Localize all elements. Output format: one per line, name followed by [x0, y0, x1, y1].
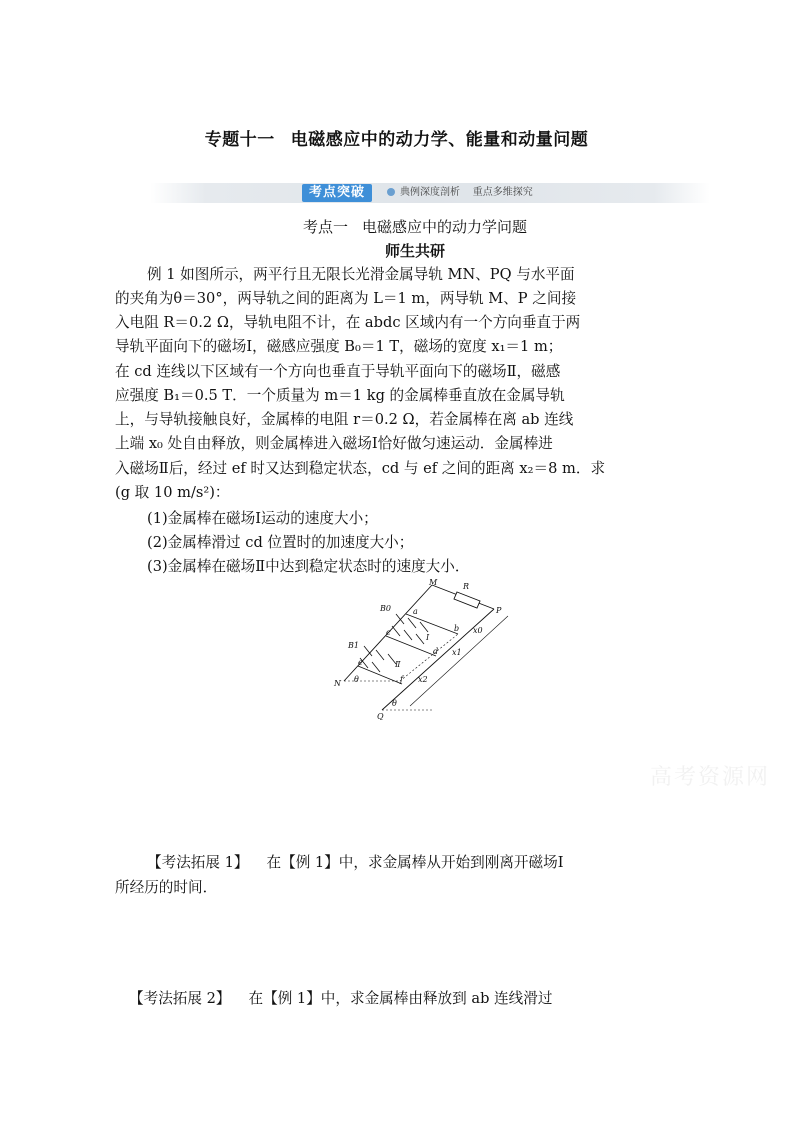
example-line-4: 导轨平面向下的磁场Ⅰ，磁感应强度 B₀＝1 T，磁场的宽度 x₁＝1 m； — [115, 338, 563, 355]
label-x0: x0 — [473, 626, 483, 635]
example-line-10: (g 取 10 m/s²)： — [115, 484, 230, 501]
extension-2-line-1: 【考法拓展 2】 在【例 1】中，求金属棒由释放到 ab 连线滑过 — [129, 990, 553, 1007]
example-line-7: 上，与导轨接触良好，金属棒的电阻 r＝0.2 Ω，若金属棒在离 ab 连线 — [115, 411, 574, 428]
label-e: e — [358, 658, 363, 667]
example-line-8: 上端 x₀ 处自由释放，则金属棒进入磁场Ⅰ恰好做匀速运动．金属棒进 — [115, 435, 553, 452]
example-line-9: 入磁场Ⅱ后，经过 ef 时又达到稳定状态，cd 与 ef 之间的距离 x₂＝8 m．求 — [115, 460, 606, 477]
section-heading — [0, 216, 793, 237]
section-banner — [150, 183, 710, 203]
label-x1: x1 — [452, 648, 462, 657]
label-q: Q — [377, 712, 384, 720]
question-3: (3)金属棒在磁场Ⅱ中达到稳定状态时的速度大小． — [147, 558, 470, 575]
example-line-5: 在 cd 连线以下区域有一个方向也垂直于导轨平面向下的磁场Ⅱ，磁感 — [115, 363, 561, 380]
label-p: P — [496, 606, 502, 615]
label-b: b — [454, 624, 460, 633]
question-2: (2)金属棒滑过 cd 位置时的加速度大小； — [147, 534, 414, 551]
banner-subtitle: 典例深度剖析 重点多维探究 — [400, 187, 533, 198]
example-line-3: 入电阻 R＝0.2 Ω，导轨电阻不计，在 abdc 区域内有一个方向垂直于两 — [115, 314, 581, 331]
label-m: M — [429, 578, 438, 587]
subsection-heading: 师生共研 — [384, 242, 445, 260]
title-part1: 专题十一 — [204, 130, 275, 150]
label-b0: B0 — [380, 604, 391, 613]
bullet-icon — [387, 188, 395, 196]
resistor — [454, 592, 480, 608]
label-n: N — [334, 679, 341, 688]
banner-tag: 考点突破 — [302, 184, 372, 202]
example-label: 例 1 — [147, 266, 176, 283]
rail-diagram — [330, 578, 520, 720]
label-d: d — [433, 647, 439, 656]
extension-1-line-1: 【考法拓展 1】 在【例 1】中，求金属棒从开始到刚离开磁场Ⅰ — [147, 854, 564, 871]
label-c: c — [386, 628, 391, 637]
extension-2-label: 【考法拓展 2】 — [129, 990, 231, 1007]
example-line-2: 的夹角为θ＝30°，两导轨之间的距离为 L＝1 m，两导轨 M、P 之间接 — [115, 290, 577, 307]
label-theta-2: θ — [392, 699, 397, 708]
label-region-i: Ⅰ — [426, 633, 430, 642]
section-title: 电磁感应中的动力学问题 — [362, 218, 528, 236]
extension-1-label: 【考法拓展 1】 — [147, 854, 249, 871]
example-line-1: 例 1 如图所示，两平行且无限长光滑金属导轨 MN、PQ 与水平面 — [147, 266, 575, 283]
label-r: R — [463, 582, 470, 591]
label-b1: B1 — [348, 641, 359, 650]
label-f: f — [400, 675, 403, 684]
question-1: (1)金属棒在磁场Ⅰ运动的速度大小； — [147, 510, 378, 527]
section-number: 考点一 — [302, 218, 348, 236]
label-a: a — [413, 607, 418, 616]
label-theta-1: θ — [354, 675, 359, 684]
example-line-6: 应强度 B₁＝0.5 T．一个质量为 m＝1 kg 的金属棒垂直放在金属导轨 — [115, 387, 565, 404]
extension-1-line-2: 所经历的时间． — [115, 879, 218, 896]
field-arrows-ii — [360, 646, 396, 672]
title-part2: 电磁感应中的动力学、能量和动量问题 — [290, 130, 589, 150]
label-region-ii: Ⅱ — [395, 660, 401, 669]
line-ab — [406, 614, 458, 634]
label-x2: x2 — [418, 675, 428, 684]
watermark: 高考资源网 — [650, 765, 771, 790]
field-arrows-i — [392, 614, 428, 644]
page-title — [0, 125, 793, 150]
